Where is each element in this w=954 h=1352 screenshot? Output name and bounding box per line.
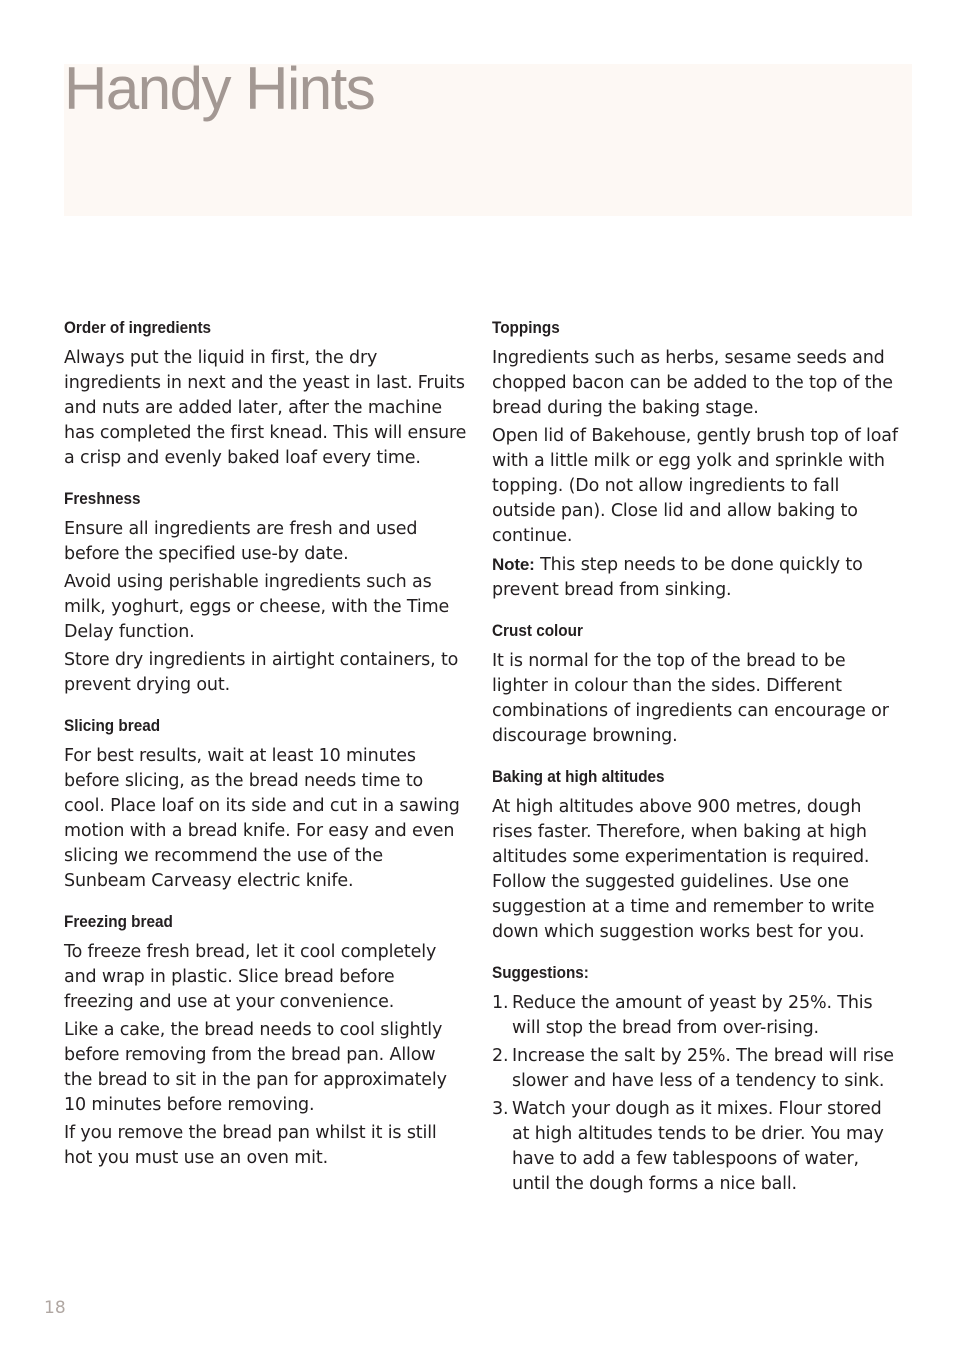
list-text: Watch your dough as it mixes. Flour stored at high altitudes tends to be drier. You may have to add a few tablespoons of water, until the dough forms a nice ball. <box>512 1099 884 1194</box>
paragraph: Ensure all ingredients are fresh and used before the specified use-by date. <box>64 519 418 564</box>
page-number: 18 <box>44 1298 66 1318</box>
list-item <box>492 1044 902 1094</box>
paragraph: Open lid of Bakehouse, gently brush top of loaf with a little milk or egg yolk and sprinkle with topping. (Do not allow ingredients to fall outside pan). Close lid and allow baking to continue. <box>492 426 898 546</box>
section-crust-colour <box>492 619 902 749</box>
list-text: Reduce the amount of yeast by 25%. This will stop the bread from over-rising. <box>512 993 873 1038</box>
list-item <box>492 1097 902 1197</box>
section-heading: Freezing bread <box>64 912 173 931</box>
paragraph: If you remove the bread pan whilst it is still hot you must use an oven mit. <box>64 1123 437 1168</box>
list-text: Increase the salt by 25%. The bread will rise slower and have less of a tendency to sink. <box>512 1046 894 1091</box>
note-text: This step needs to be done quickly to prevent bread from sinking. <box>492 555 863 600</box>
paragraph: Like a cake, the bread needs to cool slightly before removing from the bread pan. Allow the bread to sit in the pan for approximately 10 minutes before removing. <box>64 1020 447 1115</box>
section-freshness <box>64 487 469 698</box>
section-heading: Order of ingredients <box>64 318 212 337</box>
section-heading: Crust colour <box>492 621 583 640</box>
section-freezing-bread <box>64 910 469 1171</box>
paragraph: Ingredients such as herbs, sesame seeds and chopped bacon can be added to the top of the bread during the baking stage. <box>492 348 893 418</box>
section-heading: Suggestions: <box>492 963 589 982</box>
section-heading: Toppings <box>492 318 560 337</box>
paragraph: For best results, wait at least 10 minutes before slicing, as the bread needs time to cool. Place loaf on its side and cut in a sawing motion with a bread knife. For easy and even slicing we recommend the use of the Sunbeam Carveasy electric knife. <box>64 746 460 891</box>
paragraph: Always put the liquid in first, the dry ingredients in next and the yeast in last. Fruits and nuts are added later, after the machine has completed the first knead. This will ensure a crisp and evenly baked loaf every time. <box>64 348 467 468</box>
list-number: 2. <box>492 1046 509 1066</box>
section-heading: Slicing bread <box>64 716 161 735</box>
suggestions-list <box>492 991 902 1197</box>
paragraph: At high altitudes above 900 metres, dough rises faster. Therefore, when baking at high altitudes some experimentation is required. Follow the suggested guidelines. Use one suggestion at a time and remember to write down which suggestion works best for you. <box>492 797 875 942</box>
note-paragraph <box>492 552 902 603</box>
left-column <box>64 316 469 1187</box>
section-high-altitudes <box>492 765 902 945</box>
list-item <box>492 991 902 1041</box>
note-label: Note: <box>492 555 535 574</box>
paragraph: To freeze fresh bread, let it cool completely and wrap in plastic. Slice bread before freezing and use at your convenience. <box>64 942 437 1012</box>
right-column <box>492 316 902 1213</box>
section-toppings <box>492 316 902 603</box>
section-heading: Freshness <box>64 489 141 508</box>
section-suggestions <box>492 961 902 1197</box>
section-slicing-bread <box>64 714 469 894</box>
page-title: Handy Hints <box>64 55 375 122</box>
paragraph: It is normal for the top of the bread to be lighter in colour than the sides. Different combinations of ingredients can encourage or discourage browning. <box>492 651 889 746</box>
section-order-of-ingredients <box>64 316 469 471</box>
section-heading: Baking at high altitudes <box>492 767 665 786</box>
paragraph: Store dry ingredients in airtight containers, to prevent drying out. <box>64 650 459 695</box>
list-number: 1. <box>492 993 509 1013</box>
paragraph: Avoid using perishable ingredients such as milk, yoghurt, eggs or cheese, with the Time Delay function. <box>64 572 450 642</box>
list-number: 3. <box>492 1099 509 1119</box>
